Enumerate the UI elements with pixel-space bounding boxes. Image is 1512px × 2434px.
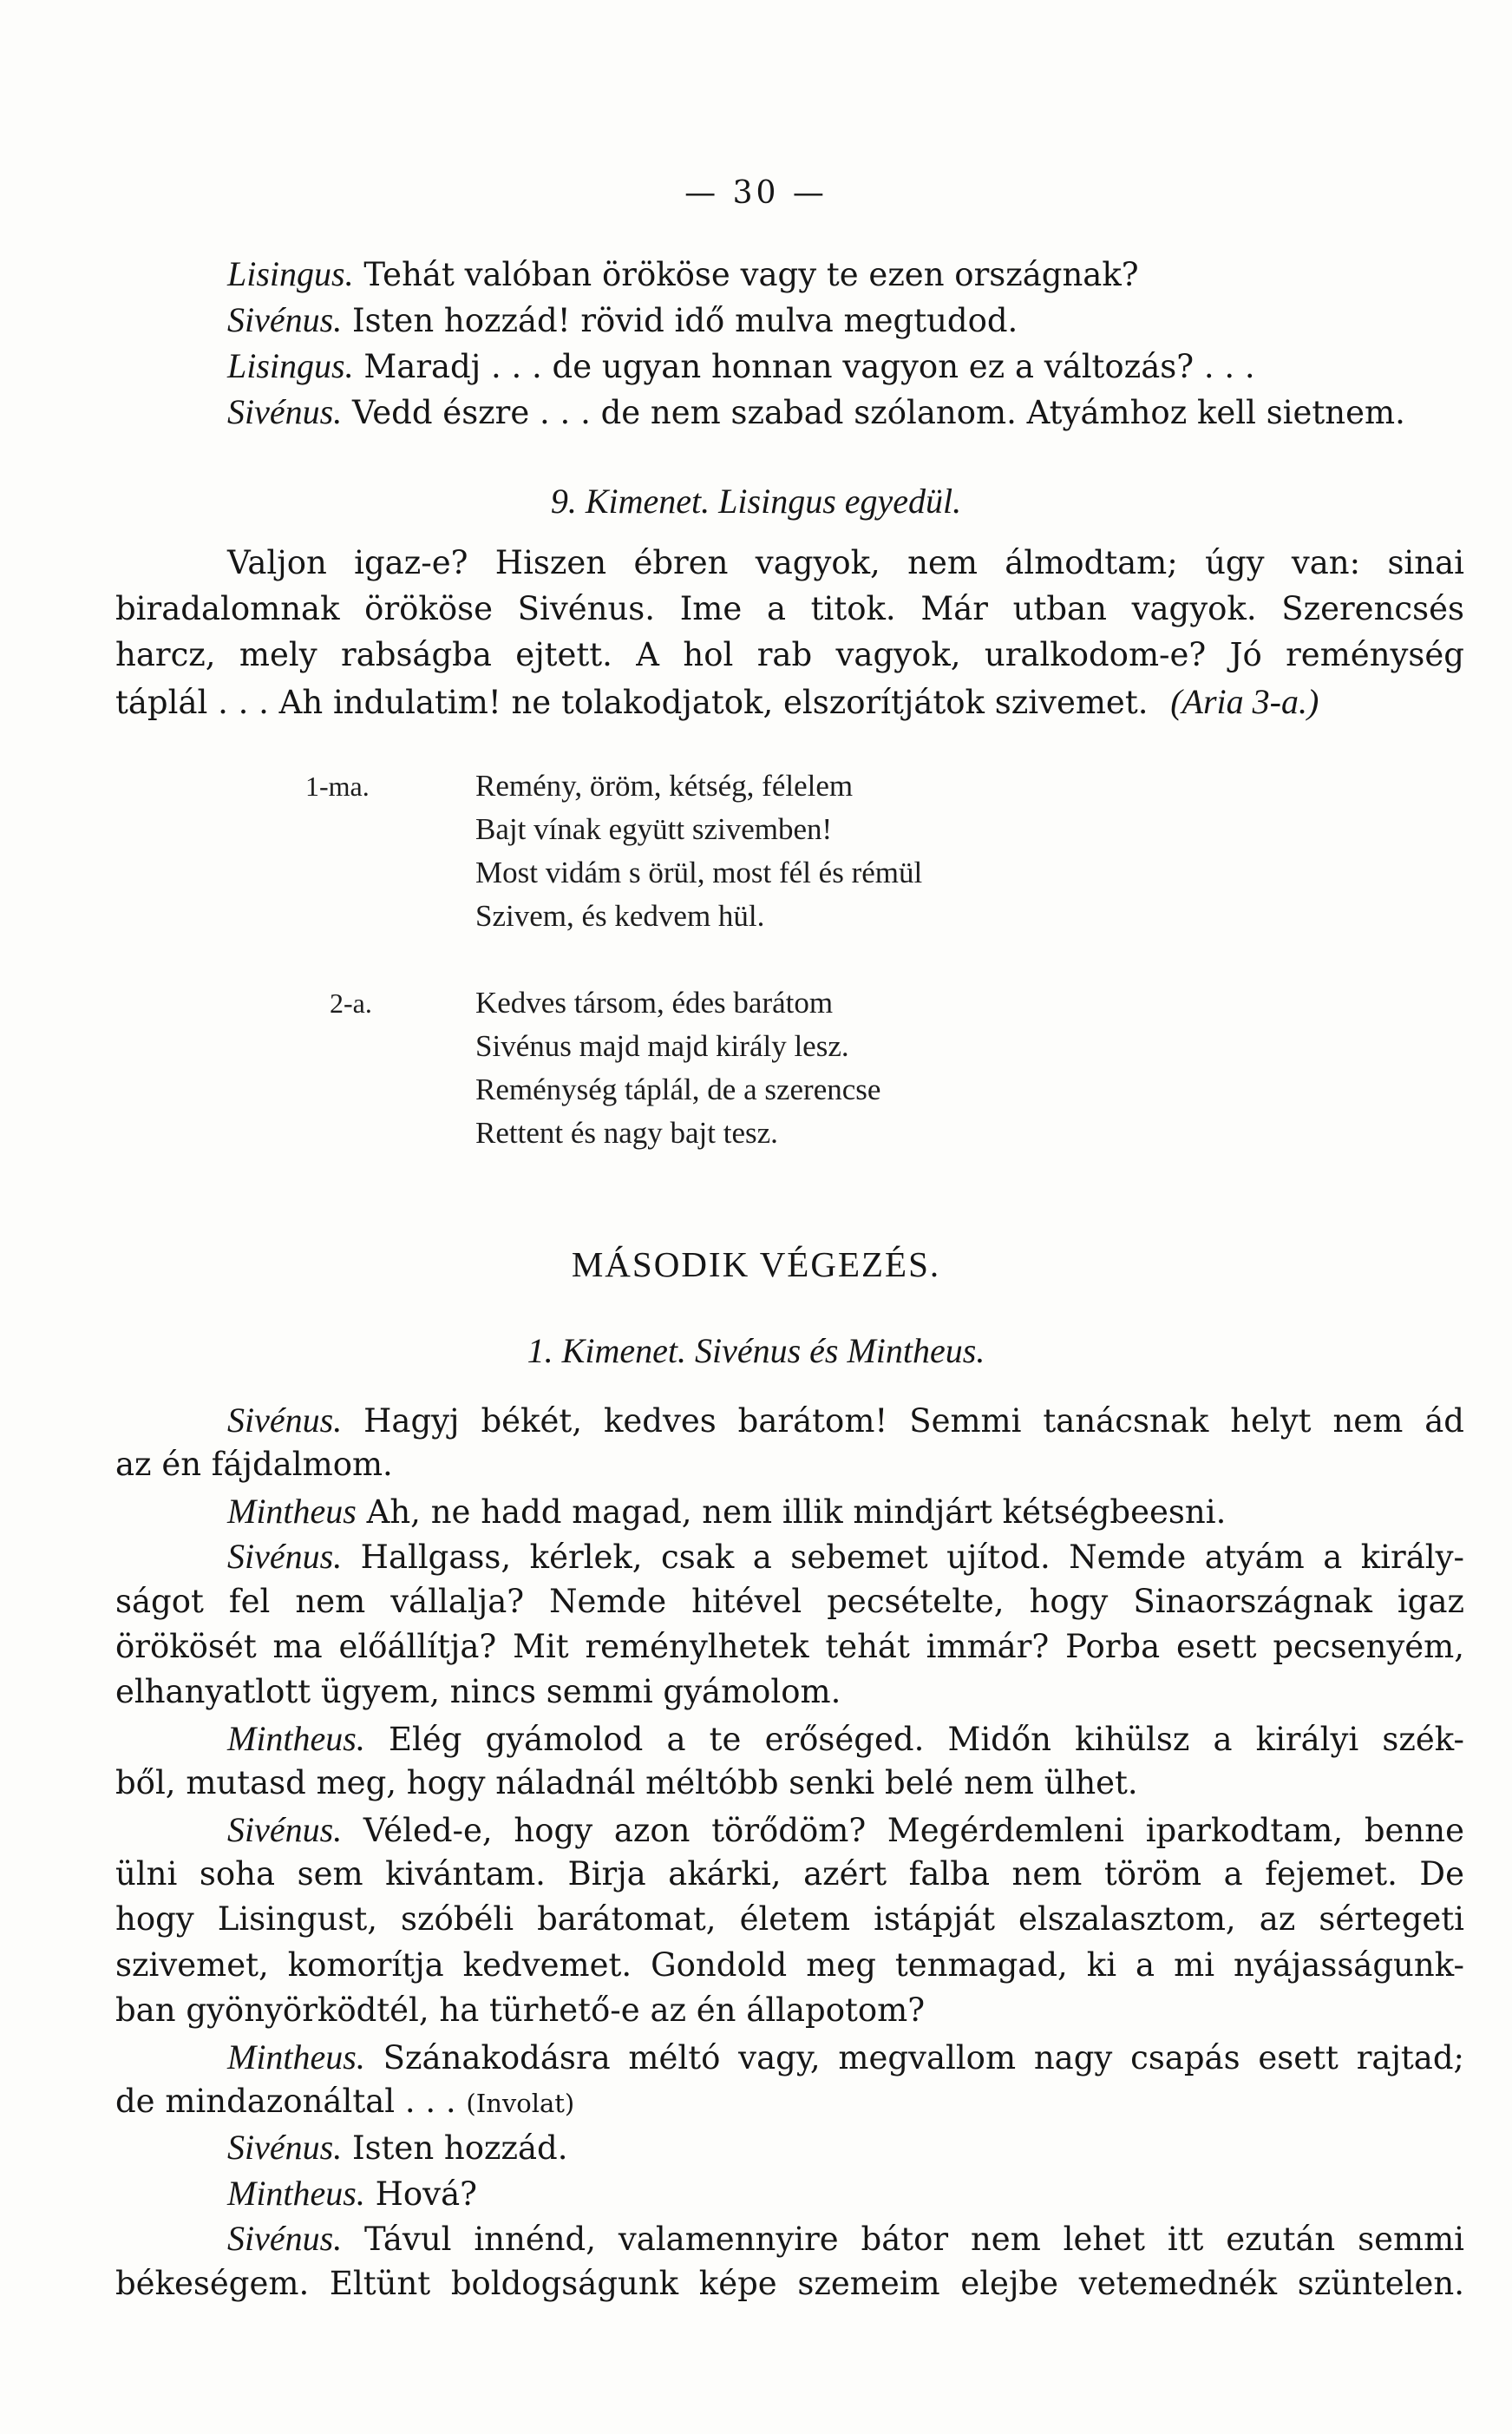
speaker-name: Sivénus.: [227, 1401, 343, 1440]
scene-heading: 1. Kimenet. Sivénus és Mintheus.: [527, 1331, 985, 1370]
monologue-line: biradalomnak örököse Sivénus. Ime a titok. Már utban vagyok. Szerencsés: [115, 590, 1464, 627]
verse-line: Sivénus majd majd király lesz.: [475, 1029, 849, 1063]
verse-line: Szivem, és kedvem hül.: [475, 899, 765, 933]
line-text: Hová?: [364, 2175, 477, 2213]
speaker-name: Mintheus: [227, 1492, 357, 1531]
speaker-name: Mintheus.: [227, 2174, 365, 2213]
line-text: Isten hozzád.: [342, 2129, 568, 2167]
line-text: ülni soha sem kivántam. Birja akárki, azért falba nem töröm a fejemet. De: [115, 1855, 1464, 1893]
dialogue-line: [227, 1539, 1464, 1574]
dialogue-line: [227, 1403, 1464, 1438]
line-text: Tehát valóban örököse vagy te ezen országnak?: [353, 256, 1139, 293]
speaker-name: Sivénus.: [227, 2219, 343, 2258]
line-text: ságot fel nem vállalja? Nemde hitével pecsételte, hogy Sinaországnak igaz: [115, 1583, 1464, 1620]
speaker-name: Lisingus.: [227, 254, 354, 293]
dialogue-line: [115, 2083, 575, 2120]
verse-line: Rettent és nagy bajt tesz.: [475, 1116, 778, 1150]
line-text: Hallgass, kérlek, csak a sebemet ujítod. Nemde atyám a király-: [342, 1538, 1464, 1576]
line-text: Hagyj békét, kedves barátom! Semmi tanácsnak helyt nem ád: [342, 1402, 1464, 1440]
dialogue-line: [115, 1583, 1464, 1620]
dialogue-line: [227, 1494, 1226, 1529]
line-text: örökösét ma előállítja? Mit reménylhetek tehát immár? Porba esett pecsenyém,: [115, 1628, 1464, 1665]
dialogue-line: [227, 2130, 568, 2165]
verse-line: Remény, öröm, kétség, félelem: [475, 769, 854, 803]
line-text: de mindazonáltal . . .: [115, 2083, 467, 2120]
verse-line: Reménység táplál, de a szerencse: [475, 1073, 881, 1106]
dialogue-line: [227, 2037, 1464, 2076]
speaker-name: Lisingus.: [227, 346, 354, 385]
verse-number: 2-a.: [330, 987, 372, 1019]
verse-line: Most vidám s örül, most fél és rémül: [475, 856, 923, 889]
speaker-name: Sivénus.: [227, 1537, 343, 1576]
dialogue-line: [115, 1855, 1464, 1893]
dialogue-line: [115, 1764, 1138, 1801]
aria-note: (Aria 3-a.): [1170, 682, 1319, 721]
dialogue-line: [227, 1810, 1464, 1849]
speaker-name: Sivénus.: [227, 2128, 343, 2167]
dialogue-line: [227, 392, 1405, 431]
dialogue-line: [115, 1673, 841, 1710]
line-text: táplál . . . Ah indulatim! ne tolakodjatok, elszorítjátok szivemet.: [115, 684, 1149, 721]
line-text: ban gyönyörködtél, ha türhető-e az én állapotom?: [115, 1991, 926, 2029]
dialogue-line: [227, 2176, 477, 2211]
speaker-name: Sivénus.: [227, 1810, 343, 1849]
dialogue-line: [115, 2267, 1464, 2300]
speaker-name: Mintheus.: [227, 2037, 365, 2076]
line-text: Ah, ne hadd magad, nem illik mindjárt kétségbeesni.: [356, 1493, 1227, 1531]
dialogue-line: [115, 1946, 1464, 1984]
dialogue-line: [115, 1630, 1464, 1663]
monologue-line: harcz, mely rabságba ejtett. A hol rab vagyok, uralkodom-e? Jó reménység: [115, 636, 1464, 673]
scene-heading: 9. Kimenet. Lisingus egyedül.: [550, 482, 962, 521]
line-text: Isten hozzád! rövid idő mulva megtudod.: [342, 302, 1018, 339]
line-text: Véled-e, hogy azon törődöm? Megérdemleni iparkodtam, benne: [342, 1812, 1464, 1849]
monologue-line: [115, 682, 1319, 721]
line-text: az én fájdalmom.: [115, 1446, 393, 1483]
line-text: ből, mutasd meg, hogy náladnál méltóbb senki belé nem ülhet.: [115, 1764, 1138, 1801]
line-text: szivemet, komorítja kedvemet. Gondold meg tenmagad, ki a mi nyájasságunk-: [115, 1946, 1464, 1984]
dialogue-line: [227, 1719, 1464, 1758]
line-text: Szánakodásra méltó vagy, megvallom nagy csapás esett rajtad;: [364, 2039, 1464, 2076]
line-text: elhanyatlott ügyem, nincs semmi gyámolom.: [115, 1673, 841, 1710]
stage-note: (Involat): [466, 2089, 575, 2118]
line-text: hogy Lisingust, szóbéli barátomat, életem istápját elszalasztom, az sértegeti: [115, 1900, 1464, 1938]
verse-line: Bajt vínak együtt szivemben!: [475, 812, 833, 846]
line-text: Vedd észre . . . de nem szabad szólanom. Atyámhoz kell sietnem.: [342, 394, 1405, 431]
dialogue-line: [227, 346, 1255, 385]
speaker-name: Sivénus.: [227, 300, 343, 339]
dialogue-line: [227, 2221, 1464, 2256]
dialogue-line: [115, 1446, 393, 1483]
monologue-line: Valjon igaz-e? Hiszen ébren vagyok, nem álmodtam; úgy van: sinai: [227, 544, 1464, 581]
speaker-name: Sivénus.: [227, 392, 343, 431]
dialogue-line: [115, 1900, 1464, 1938]
dialogue-line: [115, 1991, 926, 2029]
dialogue-line: [227, 254, 1139, 293]
dialogue-line: [227, 300, 1018, 339]
line-text: Távul innénd, valamennyire bátor nem lehet itt ezután semmi: [342, 2221, 1464, 2258]
speaker-name: Mintheus.: [227, 1719, 365, 1758]
act-title: MÁSODIK VÉGEZÉS.: [571, 1244, 941, 1284]
verse-number: 1-ma.: [305, 771, 370, 802]
line-text: Elég gyámolod a te erőséged. Midőn kihülsz a királyi szék-: [364, 1721, 1464, 1758]
line-text: Maradj . . . de ugyan honnan vagyon ez a változás? . . .: [353, 348, 1255, 385]
verse-line: Kedves társom, édes barátom: [475, 986, 834, 1020]
page-number: — 30 —: [684, 175, 828, 211]
line-text: békeségem. Eltünt boldogságunk képe szemeim elejbe vetemednék szüntelen.: [115, 2265, 1464, 2302]
